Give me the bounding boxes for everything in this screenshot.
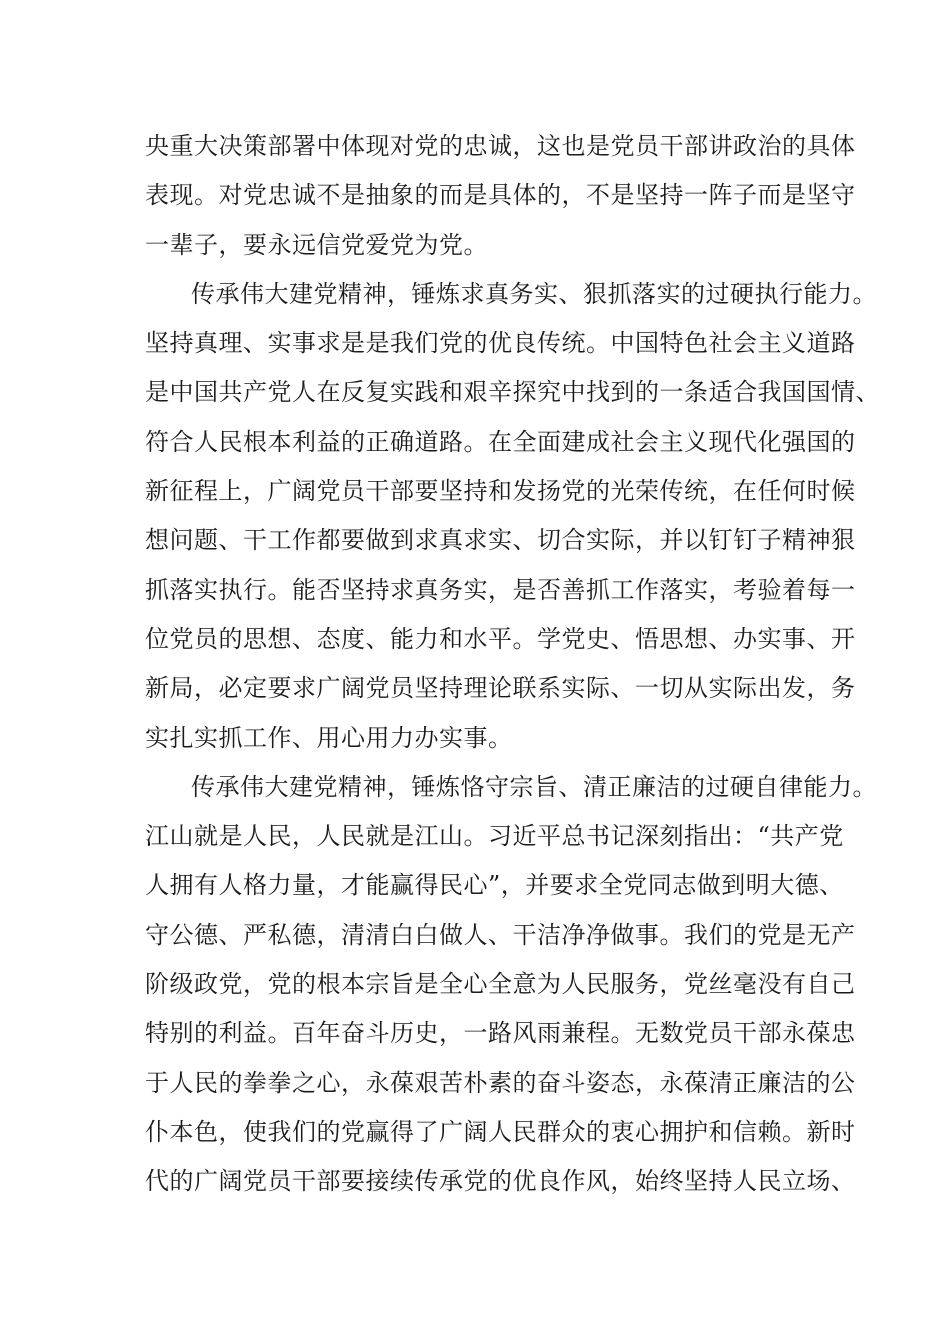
text-line: 阶级政党，党的根本宗旨是全心全意为人民服务，党丝毫没有自己 bbox=[145, 970, 856, 999]
paragraph-first-line: 传承伟大建党精神，锤炼求真务实、狠抓落实的过硬执行能力。 bbox=[191, 279, 877, 308]
text-line: 代的广阔党员干部要接续传承党的优良作风，始终坚持人民立场、 bbox=[145, 1167, 856, 1196]
text-line: 新局，必定要求广阔党员坚持理论联系实际、一切从实际出发，务 bbox=[145, 674, 856, 703]
document-body bbox=[145, 122, 880, 1207]
text-line: 位党员的思想、态度、能力和水平。学党史、悟思想、办实事、开 bbox=[145, 624, 856, 653]
paragraph-first-line: 传承伟大建党精神，锤炼恪守宗旨、清正廉洁的过硬自律能力。 bbox=[191, 772, 877, 801]
text-line: 央重大决策部署中体现对党的忠诚，这也是党员干部讲政治的具体 bbox=[145, 132, 856, 160]
text-line: 想问题、干工作都要做到求真求实、切合实际，并以钉钉子精神狠 bbox=[145, 526, 856, 555]
text-line: 特别的利益。百年奋斗历史，一路风雨兼程。无数党员干部永葆忠 bbox=[145, 1019, 856, 1048]
text-line: 新征程上，广阔党员干部要坚持和发扬党的光荣传统，在任何时候 bbox=[145, 477, 856, 506]
text-line: 符合人民根本利益的正确道路。在全面建成社会主义现代化强国的 bbox=[145, 427, 856, 456]
text-line: 江山就是人民，人民就是江山。习近平总书记深刻指出：“共产党 bbox=[145, 822, 844, 851]
text-line: 抓落实执行。能否坚持求真务实，是否善抓工作落实，考验着每一 bbox=[145, 575, 856, 604]
text-line: 坚持真理、实事求是是我们党的优良传统。中国特色社会主义道路 bbox=[145, 329, 856, 358]
text-line: 仆本色，使我们的党赢得了广阔人民群众的衷心拥护和信赖。新时 bbox=[145, 1117, 856, 1146]
text-line: 守公德、严私德，清清白白做人、干洁净净做事。我们的党是无产 bbox=[145, 920, 856, 949]
text-line: 一辈子，要永远信党爱党为党。 bbox=[145, 230, 488, 259]
text-line: 人拥有人格力量，才能赢得民心”，并要求全党同志做到明大德、 bbox=[145, 871, 844, 900]
text-line: 实扎实抓工作、用心用力办实事。 bbox=[145, 723, 513, 752]
text-line: 是中国共产党人在反复实践和艰辛探究中找到的一条适合我国国情、 bbox=[145, 378, 880, 407]
text-line: 表现。对党忠诚不是抽象的而是具体的，不是坚持一阵子而是坚守 bbox=[145, 181, 856, 210]
text-line: 于人民的拳拳之心，永葆艰苦朴素的奋斗姿态，永葆清正廉洁的公 bbox=[145, 1068, 856, 1097]
